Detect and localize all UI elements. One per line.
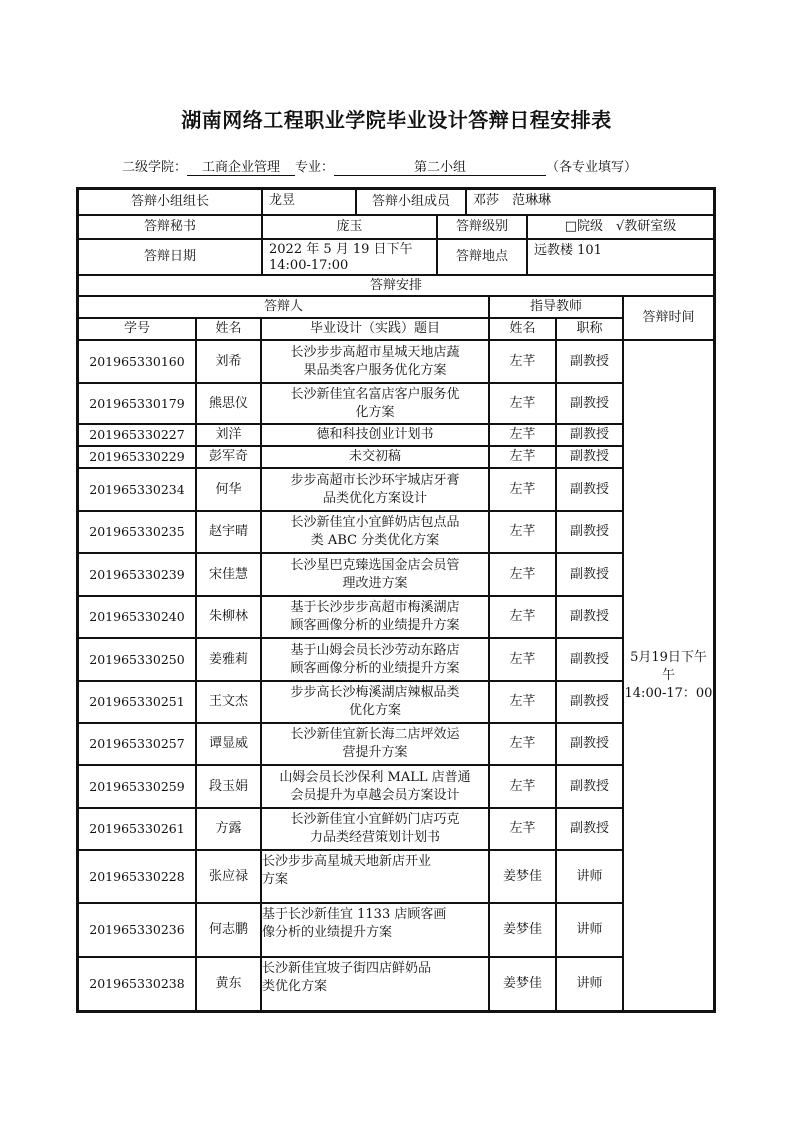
- row-topic: [261, 903, 489, 957]
- row-advisor-name: 左芊: [489, 681, 556, 723]
- row-advisor-title: 副教授: [556, 808, 623, 850]
- row-student-name: 刘洋: [196, 424, 261, 446]
- row-topic-line2: 力品类经营策划计划书: [309, 830, 440, 845]
- row-topic-line1: 基于长沙步步高超市梅溪湖店: [290, 600, 460, 615]
- row-topic: [261, 511, 489, 553]
- row-topic-line2: 类 ABC 分类优化方案: [310, 533, 440, 548]
- row-student-name: 何华: [196, 468, 261, 511]
- row-student-name: 张应禄: [196, 850, 261, 903]
- row-topic-line1: 长沙新佳宜小宜鲜奶店包点品: [290, 515, 460, 530]
- defense-time-line2: 午: [661, 667, 675, 683]
- row-topic-line2: 方案: [262, 872, 289, 887]
- members-label: 答辩小组成员: [356, 189, 466, 215]
- row-student-id: 201965330239: [78, 553, 196, 596]
- row-student-name: 彭军奇: [196, 446, 261, 468]
- row-topic: [261, 681, 489, 723]
- row-advisor-name: 左芊: [489, 383, 556, 424]
- row-advisor-name: 左芊: [489, 723, 556, 765]
- row-topic-line2: 果品类客户服务优化方案: [303, 362, 447, 378]
- row-topic-line2: 化方案: [355, 404, 395, 420]
- row-topic: [261, 596, 489, 638]
- student-group-header: 答辩人: [78, 296, 489, 318]
- row-advisor-name: 左芊: [489, 765, 556, 808]
- row-student-id: 201965330238: [78, 957, 196, 1011]
- row-student-id: 201965330234: [78, 468, 196, 511]
- row-student-id: 201965330227: [78, 424, 196, 446]
- row-student-id: 201965330250: [78, 638, 196, 681]
- row-advisor-title: 副教授: [556, 723, 623, 765]
- place-label: 答辩地点: [437, 239, 527, 275]
- row-topic-line1: 长沙步步高超市星城天地店蔬: [290, 344, 460, 360]
- row-student-id: 201965330229: [78, 446, 196, 468]
- row-student-id: 201965330240: [78, 596, 196, 638]
- row-student-id: 201965330235: [78, 511, 196, 553]
- defense-time-line3: 14:00-17：00: [624, 685, 713, 701]
- row-topic-line1: 长沙新佳宜名富店客户服务优: [290, 386, 460, 402]
- row-topic-line2: 品类优化方案设计: [322, 490, 427, 506]
- date-label: 答辩日期: [78, 239, 262, 275]
- row-topic: 德和科技创业计划书: [261, 424, 489, 446]
- row-advisor-name: 左芊: [489, 424, 556, 446]
- row-advisor-name: 左芊: [489, 553, 556, 596]
- row-topic: [261, 468, 489, 511]
- row-advisor-name: 左芊: [489, 468, 556, 511]
- row-topic-line2: 会员提升为卓越会员方案设计: [290, 787, 460, 803]
- row-topic-line2: 顾客画像分析的业绩提升方案: [290, 660, 460, 676]
- row-advisor-name: 左芊: [489, 511, 556, 553]
- place-value: 远教楼 101: [527, 239, 714, 275]
- row-student-id: 201965330160: [78, 340, 196, 383]
- row-student-id: 201965330228: [78, 850, 196, 903]
- row-student-id: 201965330257: [78, 723, 196, 765]
- row-topic-line1: 基于长沙新佳宜 1133 店顾客画: [262, 907, 447, 922]
- name-header: 姓名: [196, 318, 261, 340]
- advisor-title-header: 职称: [556, 318, 623, 340]
- row-topic-line1: 长沙新佳宜小宜鲜奶门店巧克: [290, 812, 460, 827]
- row-topic: 未交初稿: [261, 446, 489, 468]
- note-text: （各专业填写）: [546, 160, 638, 175]
- row-student-name: 宋佳慧: [196, 553, 261, 596]
- row-student-name: 姜雅莉: [196, 638, 261, 681]
- row-topic: [261, 383, 489, 424]
- row-student-name: 王文杰: [196, 681, 261, 723]
- row-topic-line2: 优化方案: [348, 703, 401, 718]
- row-topic: [261, 957, 489, 1011]
- topic-header: 毕业设计（实践）题目: [261, 318, 489, 340]
- row-student-id: 201965330236: [78, 903, 196, 957]
- row-student-name: 赵宇晴: [196, 511, 261, 553]
- row-topic-line2: 类优化方案: [262, 979, 328, 994]
- row-student-id: 201965330259: [78, 765, 196, 808]
- row-advisor-name: 姜梦佳: [489, 903, 556, 957]
- row-topic: [261, 638, 489, 681]
- date-value: [262, 239, 437, 275]
- level-value: □院级 √教研室级: [527, 215, 714, 239]
- arrangement-header: 答辩安排: [78, 275, 714, 296]
- major-value: 第二小组: [334, 160, 546, 176]
- row-topic-line1: 长沙步步高星城天地新店开业: [262, 854, 432, 869]
- level-label: 答辩级别: [437, 215, 527, 239]
- row-student-name: 熊思仪: [196, 383, 261, 424]
- row-topic: [261, 340, 489, 383]
- row-topic-line1: 步步高长沙梅溪湖店辣椒品类: [290, 685, 460, 700]
- row-topic-line1: 长沙新佳宜新长海二店坪效运: [290, 727, 460, 742]
- row-topic-line2: 像分析的业绩提升方案: [262, 925, 393, 940]
- secretary-value: 庞玉: [262, 215, 437, 239]
- row-advisor-name: 左芊: [489, 340, 556, 383]
- row-student-id: 201965330261: [78, 808, 196, 850]
- row-advisor-title: 副教授: [556, 424, 623, 446]
- row-topic-line2: 理改进方案: [342, 575, 408, 591]
- row-advisor-title: 讲师: [556, 850, 623, 903]
- advisor-name-header: 姓名: [489, 318, 556, 340]
- row-advisor-title: 副教授: [556, 340, 623, 383]
- row-topic-line1: 长沙星巴克臻选国金店会员管: [290, 557, 460, 573]
- row-student-name: 段玉娟: [196, 765, 261, 808]
- row-advisor-title: 副教授: [556, 511, 623, 553]
- college-label: 二级学院：: [122, 160, 188, 175]
- row-topic-line1: 山姆会员长沙保利 MALL 店普通: [279, 769, 471, 785]
- row-student-name: 刘希: [196, 340, 261, 383]
- defense-time-line1: 5月19日下午: [630, 649, 707, 665]
- leader-value: 龙昱: [262, 189, 356, 215]
- row-topic-line2: 顾客画像分析的业绩提升方案: [290, 618, 460, 633]
- row-topic: [261, 723, 489, 765]
- row-advisor-title: 讲师: [556, 957, 623, 1011]
- row-student-name: 黄东: [196, 957, 261, 1011]
- secretary-label: 答辩秘书: [78, 215, 262, 239]
- advisor-group-header: 指导教师: [489, 296, 623, 318]
- members-value: 邓莎 范琳琳: [466, 189, 714, 215]
- row-student-name: 方露: [196, 808, 261, 850]
- row-student-name: 何志鹏: [196, 903, 261, 957]
- row-topic: [261, 765, 489, 808]
- college-value: 工商企业管理: [187, 160, 295, 176]
- row-topic: [261, 850, 489, 903]
- row-student-id: 201965330179: [78, 383, 196, 424]
- row-topic-line1: 基于山姆会员长沙劳动东路店: [290, 642, 460, 658]
- row-topic-line1: 步步高超市长沙环宇城店牙膏: [290, 472, 460, 488]
- row-student-name: 朱柳林: [196, 596, 261, 638]
- row-topic: [261, 553, 489, 596]
- row-advisor-title: 副教授: [556, 681, 623, 723]
- date-value-line2: 14:00-17:00: [269, 258, 349, 273]
- page-title: 湖南网络工程职业学院毕业设计答辩日程安排表: [181, 108, 612, 132]
- row-advisor-name: 左芊: [489, 808, 556, 850]
- row-advisor-title: 副教授: [556, 383, 623, 424]
- row-advisor-title: 讲师: [556, 903, 623, 957]
- row-advisor-name: 左芊: [489, 446, 556, 468]
- row-advisor-title: 副教授: [556, 596, 623, 638]
- subtitle-line: [122, 156, 637, 176]
- row-student-name: 谭显威: [196, 723, 261, 765]
- leader-label: 答辩小组组长: [78, 189, 262, 215]
- row-advisor-title: 副教授: [556, 553, 623, 596]
- time-header: 答辩时间: [623, 296, 714, 340]
- student-id-header: 学号: [78, 318, 196, 340]
- row-student-id: 201965330251: [78, 681, 196, 723]
- row-advisor-name: 左芊: [489, 596, 556, 638]
- row-topic-line2: 营提升方案: [342, 745, 408, 760]
- row-advisor-name: 姜梦佳: [489, 957, 556, 1011]
- row-advisor-title: 副教授: [556, 638, 623, 681]
- row-topic-line1: 长沙新佳宜坡子街四店鲜奶品: [262, 961, 432, 976]
- date-value-line1: 2022 年 5 月 19 日下午: [269, 242, 413, 257]
- major-label: 专业：: [295, 160, 335, 175]
- row-advisor-title: 副教授: [556, 765, 623, 808]
- schedule-table: [76, 187, 716, 1013]
- row-advisor-name: 左芊: [489, 638, 556, 681]
- defense-time-cell: [623, 340, 714, 1011]
- row-advisor-title: 副教授: [556, 468, 623, 511]
- row-advisor-title: 副教授: [556, 446, 623, 468]
- row-topic: [261, 808, 489, 850]
- row-advisor-name: 姜梦佳: [489, 850, 556, 903]
